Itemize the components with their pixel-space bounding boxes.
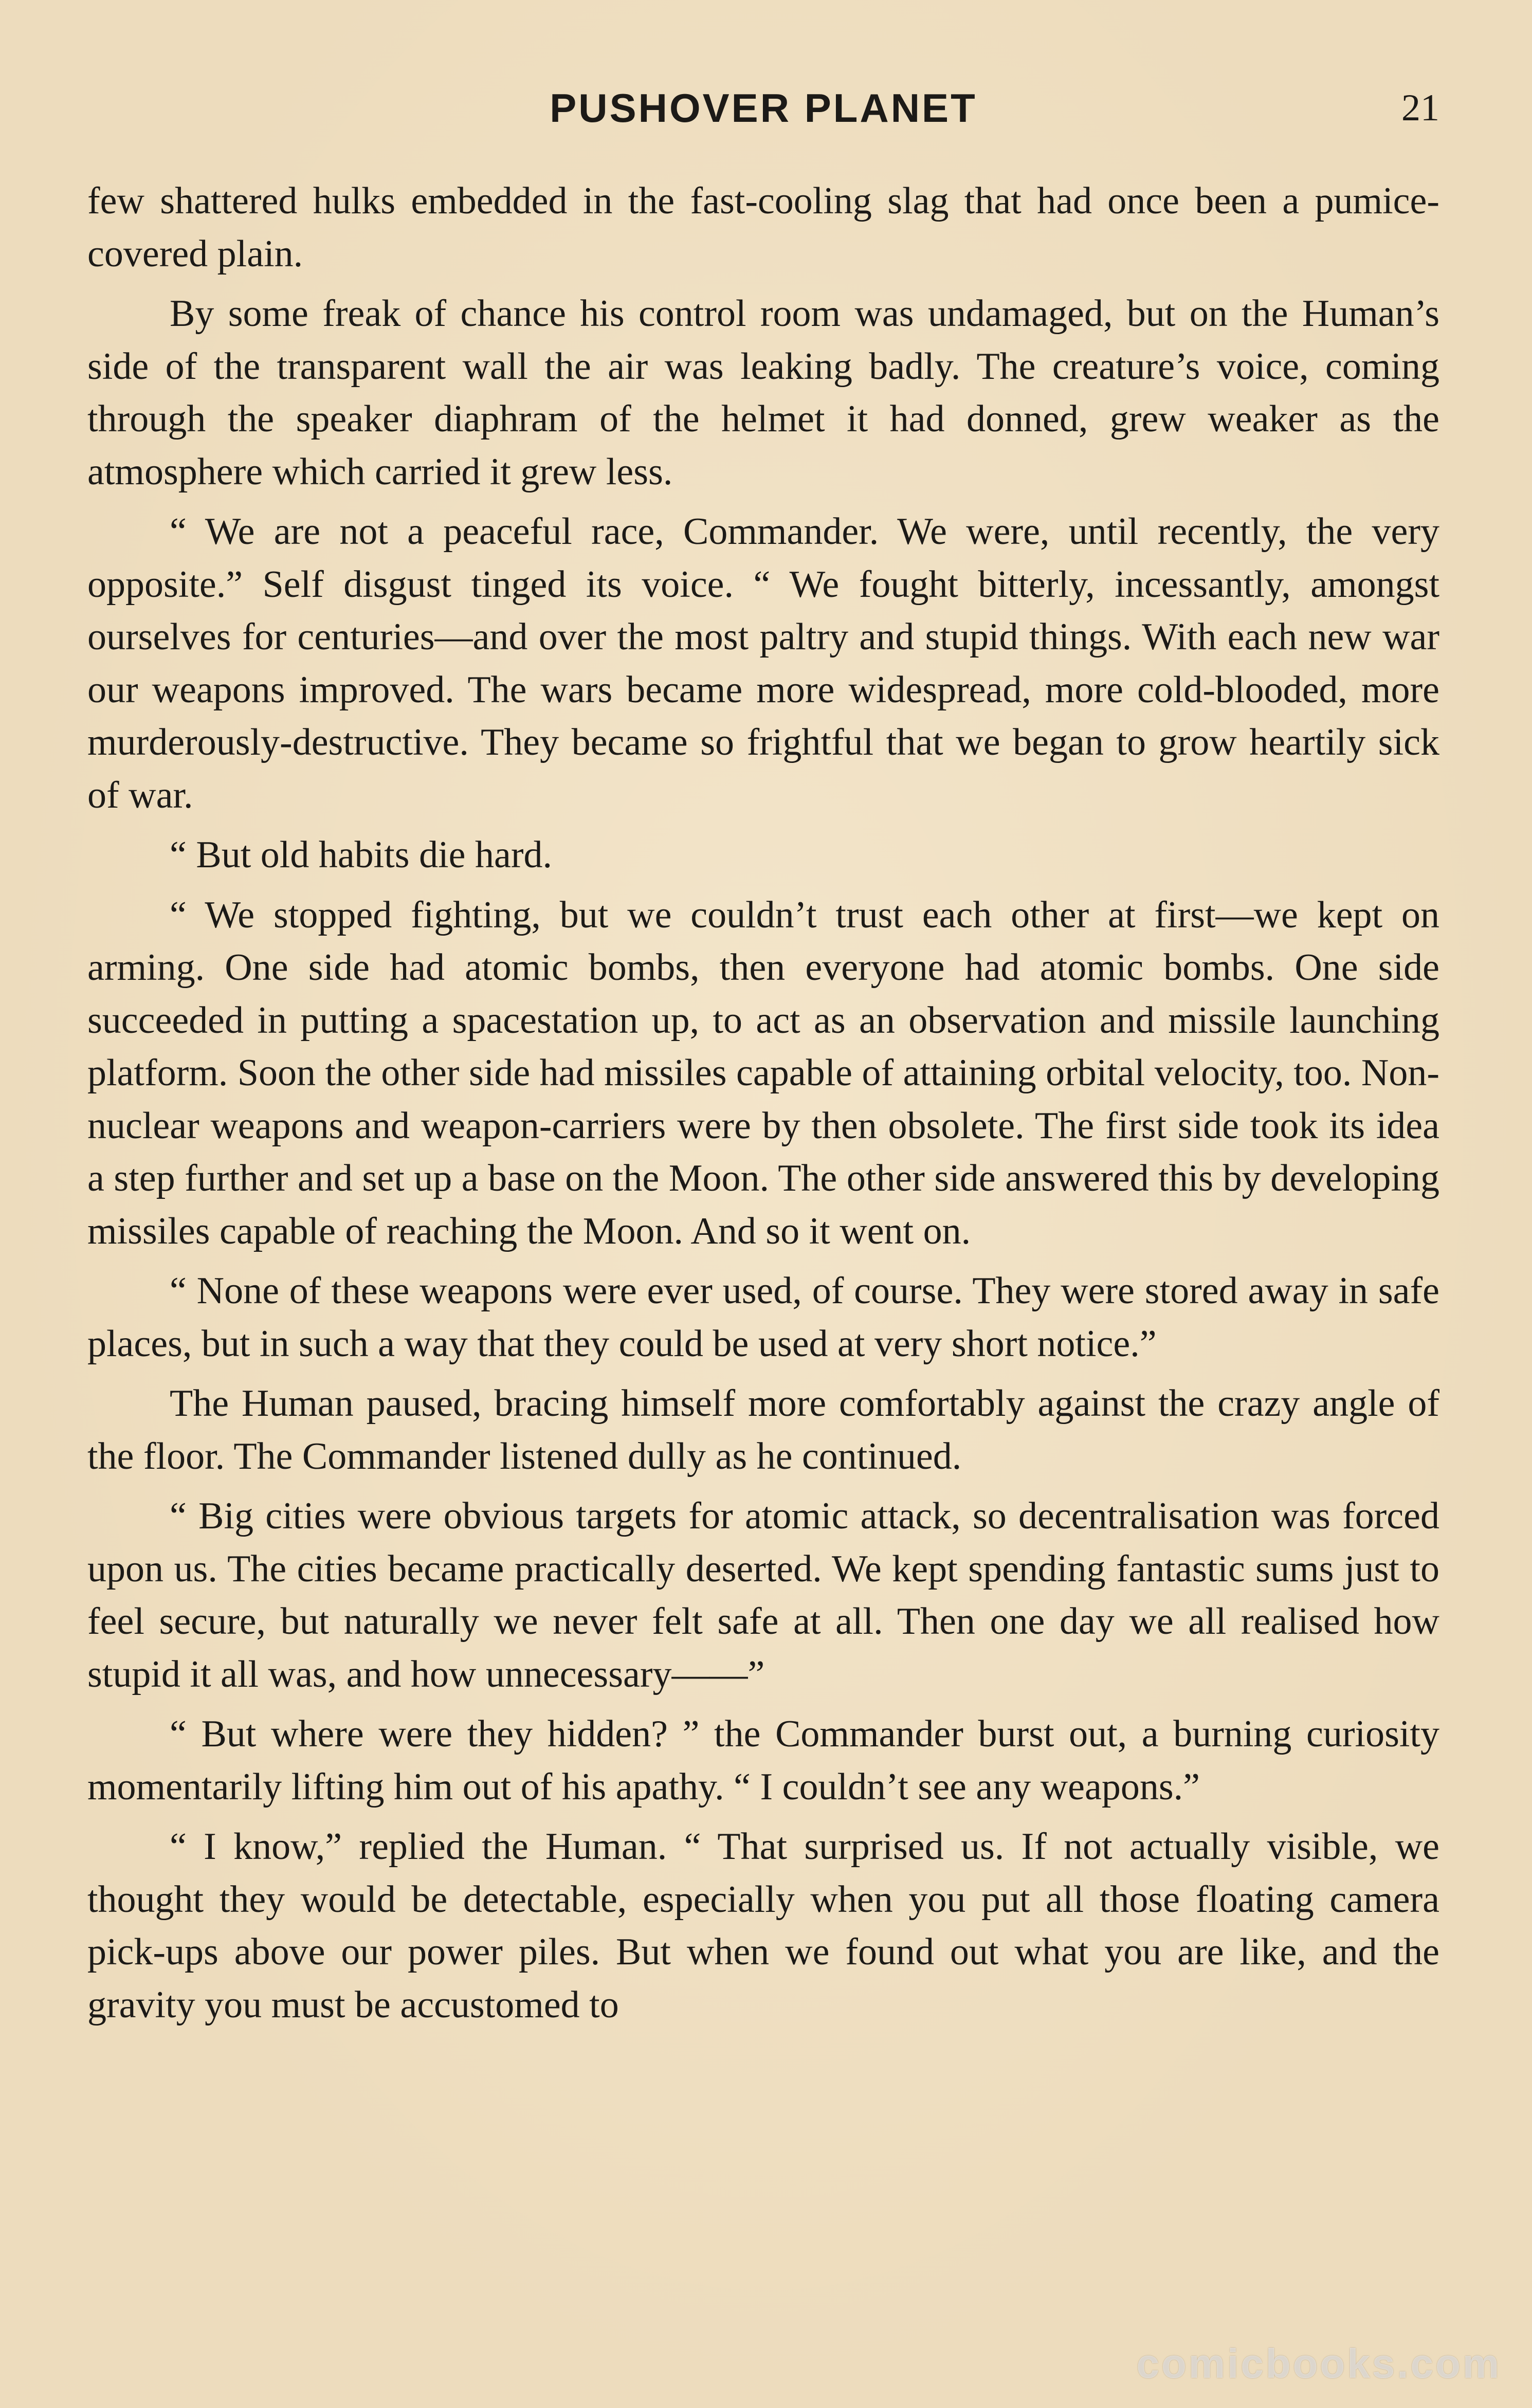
paragraph: “ We are not a peaceful race, Commander. We were, until recently, the very opposite.” Self disgust tinged its voice. “ We fought bitterly, incessantly, amongst ourselves for centuries—and over the most paltry and stupid things. With each new war our weapons improved. The wars became more widespread, more cold-blooded, more murderously-destructive. They became so frightful that we began to grow heartily sick of war. [87, 510, 1439, 816]
paragraph: “ Big cities were obvious targets for atomic attack, so decentralisation was forced upon us. The cities became practically deserted. We kept spending fantastic sums just to feel secure, but naturally we never felt safe at all. Then one day we all realised how stupid it all was, and how unnecessary——” [87, 1495, 1439, 1695]
running-title: PUSHOVER PLANET [550, 85, 977, 131]
body-text [87, 175, 1439, 2038]
paragraph: “ I know,” replied the Human. “ That surprised us. If not actually visible, we thought they would be detectable, especially when you put all those floating camera pick-ups above our power piles. But when we found out what you are like, and the gravity you must be accustomed to [87, 1826, 1439, 2026]
paragraph: few shattered hulks embedded in the fast-cooling slag that had once been a pumice-covered plain. [87, 180, 1439, 275]
paragraph: “ But where were they hidden? ” the Commander burst out, a burning curiosity momentarily lifting him out of his apathy. “ I couldn’t see any weapons.” [87, 1713, 1439, 1808]
paragraph: “ We stopped fighting, but we couldn’t trust each other at first—we kept on arming. One side had atomic bombs, then everyone had atomic bombs. One side succeeded in putting a spacestation up, to act as an observation and missile launching platform. Soon the other side had missiles capable of attaining orbital velocity, too. Non-nuclear weapons and weapon-carriers were by then obsolete. The first side took its idea a step further and set up a base on the Moon. The other side answered this by developing missiles capable of reaching the Moon. And so it went on. [87, 893, 1439, 1252]
watermark: comicbooks.com [1136, 2341, 1501, 2386]
paragraph: “ But old habits die hard. [170, 834, 552, 876]
paragraph: By some freak of chance his control room was undamaged, but on the Human’s side of the transparent wall the air was leaking badly. The creature’s voice, coming through the speaker diaphram of the helmet it had donned, grew weaker as the atmosphere which carried it grew less. [87, 293, 1439, 493]
paragraph: The Human paused, bracing himself more comfortably against the crazy angle of the floor. The Commander listened dully as he continued. [87, 1382, 1439, 1477]
paragraph: “ None of these weapons were ever used, of course. They were stored away in safe places, but in such a way that they could be used at very short notice.” [87, 1270, 1439, 1365]
page-number: 21 [1401, 87, 1439, 129]
page-header [87, 77, 1439, 139]
